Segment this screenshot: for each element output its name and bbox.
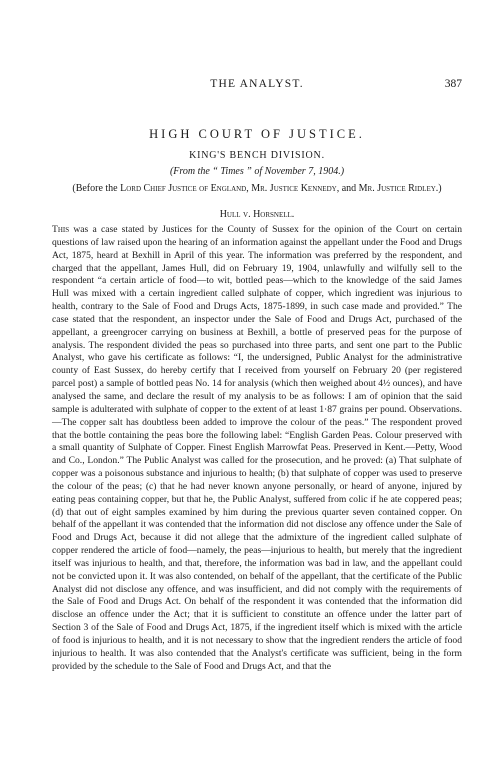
bench-sep-2: , and [336, 183, 359, 194]
case-name [52, 209, 462, 220]
body-paragraph-text [52, 224, 462, 674]
bench-close: .) [435, 183, 442, 194]
division-heading: KING'S BENCH DIVISION. [189, 150, 325, 161]
source-citation: (From the “ Times ” of November 7, 1904.) [169, 166, 345, 177]
body-text: was a case stated by Justices for the County of Sussex for the opinion of the Court on certain questions of law raised upon the hearing of an information against the appellant under the Food and Drugs Act, 1875, heard at Bexhill in April of this year. The information was preferred by the respondent, and charged that the appellant, James Hull, did on February 19, 1904, unlawfully and wilfully sell to the respondent “a certain article of food—to wit, bottled peas—which to the knowledge of the said James Hull was mixed with a certain ingredient called sulphate of copper, which ingredient was injurious to health, contrary to the Sale of Food and Drugs Acts, 1875-1899, in such case made and provided.” The case stated that the respondent, an inspector under the Sale of Food and Drugs Act, purchased of the appellant, a greengrocer carrying on business at Bexhill, a bottle of preserved peas for the purpose of analysis. The respondent divided the peas so purchased into three parts, and sent one part to the Public Analyst, who gave his certificate as follows: “I, the undersigned, Public Analyst for the administrative county of East Sussex, do hereby certify that I received from yourself on February 20 (per registered parcel post) a sample of bottled peas No. 14 for analysis (which then weighed about 4½ ounces), and have analysed the same, and declare the result of my analysis to be as follows: I am of opinion that the said sample is adulterated with sulphate of copper to the extent of at least 1·87 grains per pound. Observations.—The copper salt has doubtless been added to improve the colour of the peas.” The respondent proved that the bottle containing the peas bore the following label: “English Garden Peas. Colour preserved with a small quantity of Sulphate of Copper. Finest English Marrowfat Peas. Preserved in Kent.—Petty, Wood and Co., London.” The Public Analyst was called for the prosecution, and he proved: (a) That sulphate of copper was a poisonous substance and injurious to health; (b) that sulphate of copper was used to preserve the colour of the peas; (c) that he had never known anyone personally, or heard of anyone, injured by eating peas containing copper, but that he, the Public Analyst, suffered from colic if he ate coppered peas; (d) that out of eight samples examined by him during the previous quarter seven contained copper. On behalf of the appellant it was contended that the information did not disclose any offence under the Sale of Food and Drugs Act, because it did not allege that the admixture of the ingredient called sulphate of copper rendered the article of food—namely, the peas—injurious to health, but merely that the ingredient itself was injurious to health, and that, therefore, the information was bad in law, and the appellant could not be convicted upon it. It was also contended, on behalf of the appellant, that the certificate of the Public Analyst did not disclose any offence, and was insufficient, and did not comply with the requirements of the Sale of Food and Drugs Act. On behalf of the respondent it was contended that the information did disclose an offence under the Act; that it is sufficient to constitute an offence under the latter part of Section 3 of the Sale of Food and Drugs Act, 1875, if the ingredient itself which is mixed with the article of food is injurious to health, and it is not necessary to show that the ingredient renders the article of food injurious to health. It was also contended that the Analyst's certificate was sufficient, being in the form provided by the schedule to the Sale of Food and Drugs Act, and that the [52, 224, 462, 672]
bench-line [52, 182, 462, 195]
running-header [52, 78, 462, 94]
bench-kennedy: Mr. Justice Kennedy [251, 183, 337, 194]
running-title: THE ANALYST. [210, 78, 304, 90]
page-number: 387 [444, 78, 462, 90]
bench-sep-1: , [246, 183, 252, 194]
case-name-text: Hull v. Horsnell. [219, 209, 295, 220]
bench-open: (Before the [72, 183, 121, 194]
lead-word: This [52, 224, 70, 235]
bench-lcj: Lord Chief Justice of England [120, 183, 247, 194]
body-paragraph [52, 224, 462, 674]
bench-ridley: Mr. Justice Ridley [358, 183, 436, 194]
court-heading: HIGH COURT OF JUSTICE. [149, 127, 365, 141]
